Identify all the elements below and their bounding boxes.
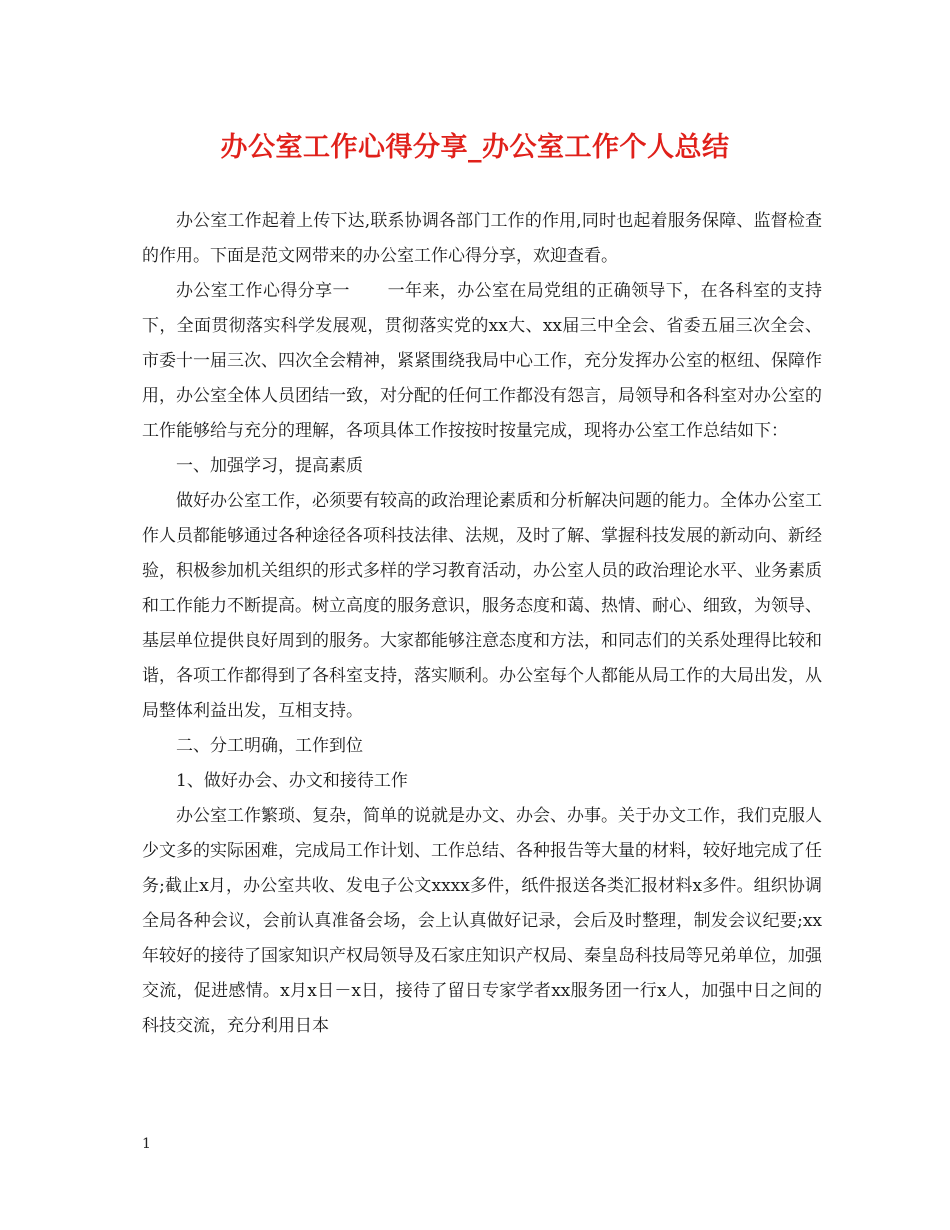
document-body [142, 204, 822, 1044]
section-one-text: 一年来，办公室在局党组的正确领导下，在各科室的支持下，全面贯彻落实科学发展观，贯彻落实党的xx大、xx届三中全会、省委五届三次全会、市委十一届三次、四次全会精神，紧紧围绕我局中心工作，充分发挥办公室的枢纽、保障作用，办公室全体人员团结一致，对分配的任何工作都没有怨言，局领导和各科室对办公室的工作能够给与充分的理解，各项具体工作按按时按量完成，现将办公室工作总结如下： [142, 281, 823, 441]
section-one-paragraph [142, 274, 822, 449]
subheading-meetings: 1、做好办会、办文和接待工作 [176, 771, 408, 791]
subheading-division: 二、分工明确，工作到位 [176, 736, 363, 756]
meetings-paragraph: 办公室工作繁琐、复杂，简单的说就是办文、办会、办事。关于办文工作，我们克服人少文多的实际困难，完成局工作计划、工作总结、各种报告等大量的材料，较好地完成了任务;截止x月，办公室共收、发电子公文xxxx多件，纸件报送各类汇报材料x多件。组织协调全局各种会议，会前认真准备会场，会上认真做好记录，会后及时整理，制发会议纪要;xx年较好的接待了国家知识产权局领导及石家庄知识产权局、秦皇岛科技局等兄弟单位，加强交流，促进感情。x月x日－x日，接待了留日专家学者xx服务团一行x人，加强中日之间的科技交流，充分利用日本 [142, 806, 822, 1036]
study-paragraph: 做好办公室工作，必须要有较高的政治理论素质和分析解决问题的能力。全体办公室工作人员都能够通过各种途径各项科技法律、法规，及时了解、掌握科技发展的新动向、新经验，积极参加机关组织的形式多样的学习教育活动，办公室人员的政治理论水平、业务素质和工作能力不断提高。树立高度的服务意识，服务态度和蔼、热情、耐心、细致，为领导、基层单位提供良好周到的服务。大家都能够注意态度和方法，和同志们的关系处理得比较和谐，各项工作都得到了各科室支持，落实顺利。办公室每个人都能从局工作的大局出发，从局整体利益出发，互相支持。 [142, 491, 822, 721]
subheading-study: 一、加强学习，提高素质 [176, 456, 363, 476]
intro-paragraph: 办公室工作起着上传下达,联系协调各部门工作的作用,同时也起着服务保障、监督检查的作用。下面是范文网带来的办公室工作心得分享，欢迎查看。 [142, 211, 822, 266]
page-number: 1 [142, 1136, 151, 1152]
section-heading-1: 办公室工作心得分享一 [176, 281, 350, 301]
page-title: 办公室工作心得分享_办公室工作个人总结 [220, 132, 730, 163]
